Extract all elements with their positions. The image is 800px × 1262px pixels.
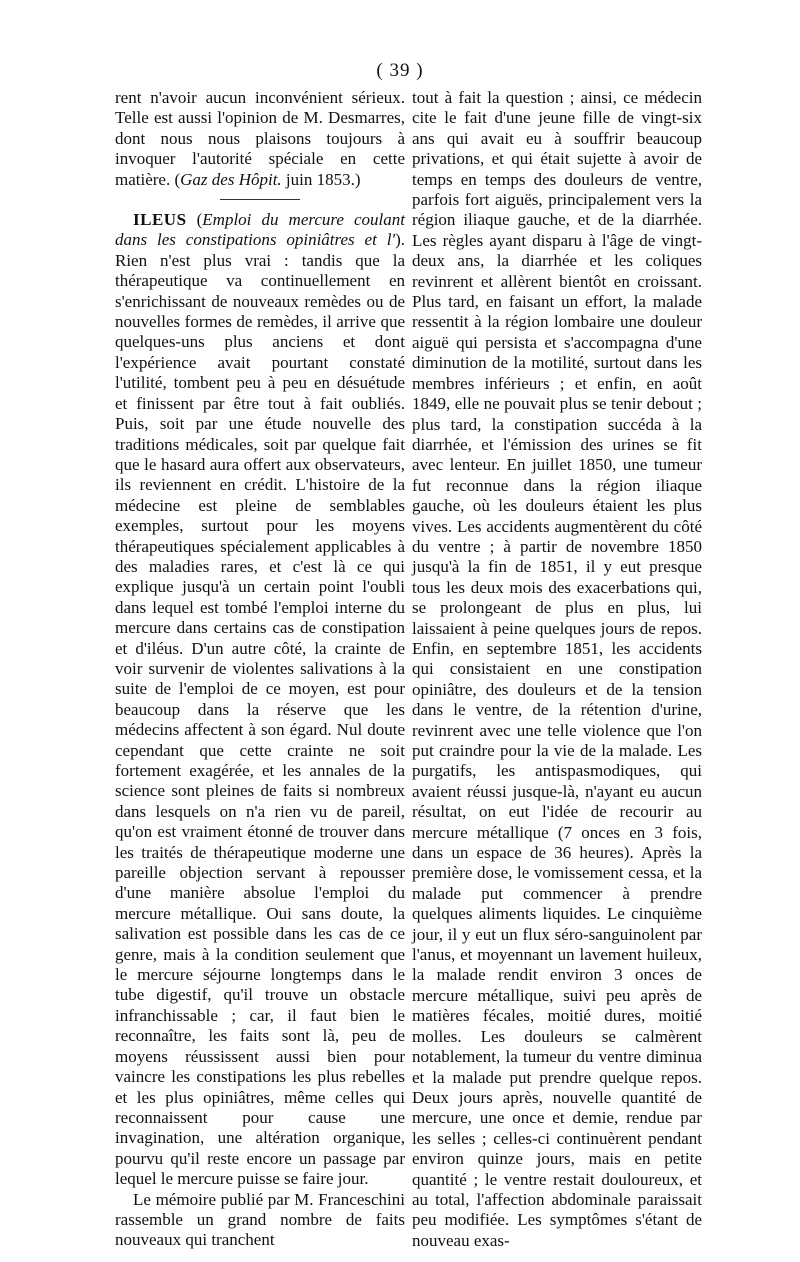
page-number: ( 39 ) — [376, 60, 424, 81]
subtitle-close-paren: ). — [395, 230, 405, 250]
section-heading: ILEUS — [133, 210, 187, 230]
paragraph-ileus — [115, 210, 405, 1190]
left-column — [115, 88, 405, 1251]
paragraph-text: rent n'avoir aucun inconvénient sérieux. Telle est aussi l'opinion de M. Desmarres, dont nous nous plaisons toujours à invoquer l'autorité spéciale en cette matière. ( — [115, 88, 405, 189]
paragraph-franceschini: Le mémoire publié par M. Franceschini rassemble un grand nombre de faits nouveaux qui tranchent — [115, 1189, 405, 1250]
paragraph-text: Rien n'est plus vrai : tandis que la thérapeutique va continuellement en s'enrichissant de nouveaux remèdes ou de nouvelles formes de remèdes, il arrive que quelques-uns plus anciens et dont l'expérience avait pourtant constaté l'utilité, tombent peu à peu en désuétude et finissent par être tout à fait oubliés. Puis, soit par une étude nouvelle des traditions médicales, soit par quelque fait que le hasard aura offert aux observateurs, ils reviennent en crédit. L'histoire de la médecine est pleine de semblables exemples, surtout pour les moyens thérapeutiques spécialement applicables à des maladies rares, et c'est là ce qui explique jusqu'à un certain point l'oubli dans lequel est tombé l'emploi interne du mercure dans certains cas de constipation et d'iléus. D'un autre côté, la crainte de voir survenir de violentes salivations à la suite de l'emploi de ce moyen, est pour beaucoup dans la réserve que les médecins affectent à son égard. Nul doute cependant que cette crainte ne soit fortement exagérée, et les annales de la science sont pleines de faits si nombreux dans lesquels on n'a rien vu de pareil, qu'on est vraiment étonné de trouver dans les traités de thérapeutique moderne une pareille objection servant à repousser d'une manière absolue l'emploi du mercure métallique. Oui sans doute, la salivation est possible dans les cas de ce genre, mais à la condition seulement que le mercure séjourne longtemps dans le tube digestif, qu'il trouve un obstacle infranchissable ; car, il faut bien le reconnaître, les faits sont là, peu de moyens réussissent aussi bien pour vaincre les constipations les plus rebelles et les plus opiniâtres, même celles qui reconnaissent pour cause une invagination, une altération organique, pourvu qu'il reste encore un passage par lequel le mercure puisse se faire jour. — [115, 250, 405, 1189]
section-subtitle: Emploi du mercure coulant dans les constipations opiniâtres et l' — [115, 210, 405, 250]
source-date: juin 1853.) — [281, 169, 361, 189]
section-divider — [220, 199, 300, 200]
paragraph-case-report: tout à fait la question ; ainsi, ce médecin cite le fait d'une jeune fille de vingt-six ans qui avait eu à souffrir beaucoup privations, et qui était sujette à avoir de temps en temps des douleurs de ventre, parfois fort aiguës, principalement vers la région iliaque gauche, et de la diarrhée. Les règles ayant disparu à l'âge de vingt-deux ans, la diarrhée et les coliques revinrent et allèrent bientôt en croissant. Plus tard, en faisant un effort, la malade ressentit à la région lombaire une douleur aiguë qui persista et s'accompagna d'une diminution de la motilité, surtout dans les membres inférieurs ; et enfin, en août 1849, elle ne pouvait plus se tenir debout ; plus tard, la constipation succéda à la diarrhée, et l'émission des urines se fit avec lenteur. En juillet 1850, une tumeur fut reconnue dans la région iliaque gauche, où les douleurs étaient les plus vives. Les accidents augmentèrent du côté du ventre ; à partir de novembre 1850 jusqu'à la fin de 1851, il y eut presque tous les deux mois des exacerbations qui, se prolongeant de plus en plus, lui laissaient à peine quelques jours de repos. Enfin, en septembre 1851, les accidents qui consistaient en une constipation opiniâtre, des douleurs et de la tension dans le ventre, de la rétention d'urine, revinrent avec une telle violence que l'on put craindre pour la vie de la malade. Les purgatifs, les antispasmodiques, qui avaient réussi jusque-là, n'ayant eu aucun résultat, on eut l'idée de recourir au mercure métallique (7 onces en 3 fois, dans un espace de 36 heures). Après la première dose, le vomissement cessa, et la malade put commencer à prendre quelques aliments liquides. Le cinquième jour, il y eut un flux séro-sanguinolent par l'anus, et moyennant un lavement huileux, la malade rendit environ 3 onces de mercure métallique, suivi peu après de matières fécales, moitié dures, moitié molles. Les douleurs se calmèrent notablement, la tumeur du ventre diminua et la malade put prendre quelque repos. Deux jours après, nouvelle quantité de mercure, une once et demie, rendue par les selles ; celles-ci continuèrent pendant environ quinze jours, mais en petite quantité ; le ventre restait douloureux, et au total, l'affection abdominale paraissait peu modifiée. Les symptômes s'étant de nouveau exas- — [412, 88, 702, 1250]
subtitle-open-paren: ( — [186, 210, 203, 230]
source-citation: Gaz des Hôpit. — [180, 169, 282, 189]
right-column — [412, 88, 702, 1251]
paragraph-ophthalmology-conclusion — [115, 88, 405, 190]
